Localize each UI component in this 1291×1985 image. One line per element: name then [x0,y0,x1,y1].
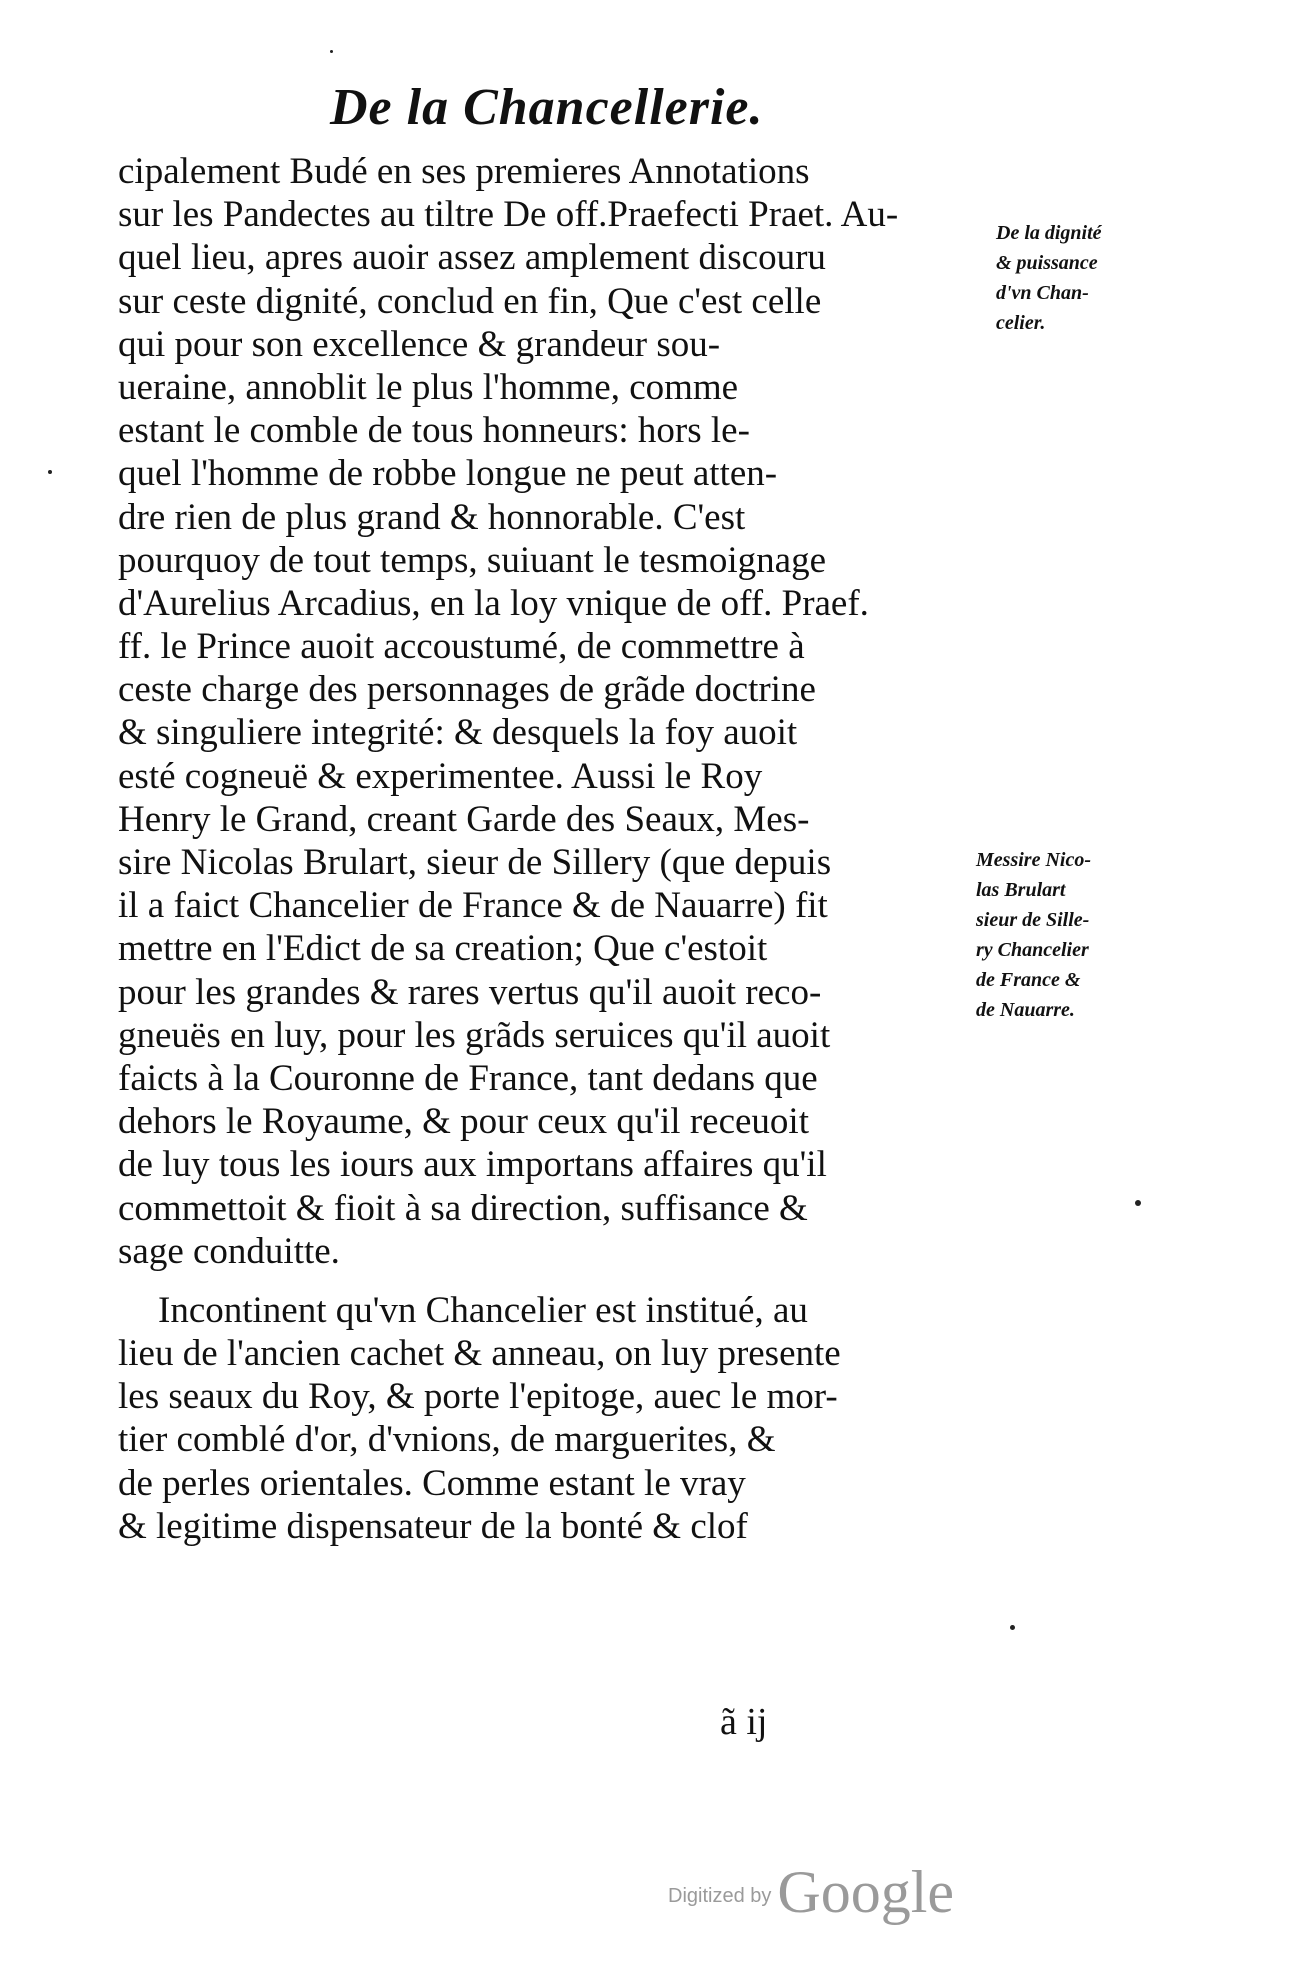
margin-note-brulart [976,845,1091,1025]
text-line: qui pour son excellence & grandeur sou- [118,323,721,365]
text-line: ff. le Prince auoit accoustumé, de commettre à [118,626,805,668]
paragraph-start-line: Incontinent qu'vn Chancelier est institué, au [158,1289,808,1331]
ink-speck [1010,1625,1015,1630]
text-line: faicts à la Couronne de France, tant dedans que [118,1057,818,1099]
running-head: De la Chancellerie. [330,79,764,136]
text-line: ceste charge des personnages de grãde doctrine [118,669,816,711]
text-line: dehors le Royaume, & pour ceux qu'il receuoit [118,1101,809,1143]
watermark-logo: Google [777,1859,955,1925]
text-line: lieu de l'ancien cachet & anneau, on luy presente [118,1333,841,1375]
margin-note-line: celier. [996,312,1046,334]
text-line: tier comblé d'or, d'vnions, de marguerites, & [118,1419,776,1461]
margin-note-line: De la dignité [996,222,1102,244]
ink-speck [48,470,52,474]
text-line: sage conduitte. [118,1230,340,1272]
margin-note-line: sieur de Sille- [976,909,1090,931]
margin-note-line: las Brulart [976,879,1066,901]
text-line: quel lieu, apres auoir assez amplement discouru [118,237,826,279]
text-line: cipalement Budé en ses premieres Annotations [118,151,810,192]
ink-speck [330,50,333,53]
text-line: de luy tous les iours aux importans affaires qu'il [118,1144,827,1186]
text-line: sur ceste dignité, conclud en fin, Que c'est celle [118,280,822,322]
text-line: ueraine, annoblit le plus l'homme, comme [118,366,739,408]
margin-note-line: de France & [976,969,1081,991]
digitized-watermark [668,1858,954,1927]
text-line: de perles orientales. Comme estant le vray [118,1462,746,1504]
body-text [118,150,978,1548]
text-line: les seaux du Roy, & porte l'epitoge, auec le mor- [118,1376,838,1418]
text-line: sire Nicolas Brulart, sieur de Sillery (que depuis [118,842,832,883]
text-line: mettre en l'Edict de sa creation; Que c'estoit [118,928,768,970]
signature-mark: ã ij [720,1701,768,1743]
text-line: Henry le Grand, creant Garde des Seaux, Mes- [118,798,810,840]
text-line: esté cogneuë & experimentee. Aussi le Roy [118,755,763,797]
margin-note-line: Messire Nico- [976,849,1091,871]
text-line: estant le comble de tous honneurs: hors le- [118,410,750,452]
margin-note-dignity [996,218,1102,338]
text-line: pour les grandes & rares vertus qu'il auoit reco- [118,971,822,1013]
text-line: & singuliere integrité: & desquels la foy auoit [118,712,798,754]
text-line: d'Aurelius Arcadius, en la loy vnique de off. Praef. [118,582,869,624]
text-line: commettoit & fioit à sa direction, suffisance & [118,1187,808,1229]
margin-note-line: de Nauarre. [976,999,1075,1021]
margin-note-line: d'vn Chan- [996,282,1089,304]
watermark-prefix: Digitized by [668,1885,772,1907]
text-line: quel l'homme de robbe longue ne peut atten- [118,453,778,495]
text-line: gneuës en luy, pour les grãds seruices qu'il auoit [118,1014,831,1056]
text-line: sur les Pandectes au tiltre De off.Praefecti Praet. Au- [118,194,899,236]
text-line: & legitime dispensateur de la bonté & clof [118,1505,748,1547]
margin-note-line: & puissance [996,252,1098,274]
text-line: pourquoy de tout temps, suiuant le tesmoignage [118,539,827,581]
ink-speck [1135,1200,1141,1206]
text-line: dre rien de plus grand & honnorable. C'est [118,496,746,538]
text-line: il a faict Chancelier de France & de Nauarre) fit [118,885,828,927]
margin-note-line: ry Chancelier [976,939,1089,961]
